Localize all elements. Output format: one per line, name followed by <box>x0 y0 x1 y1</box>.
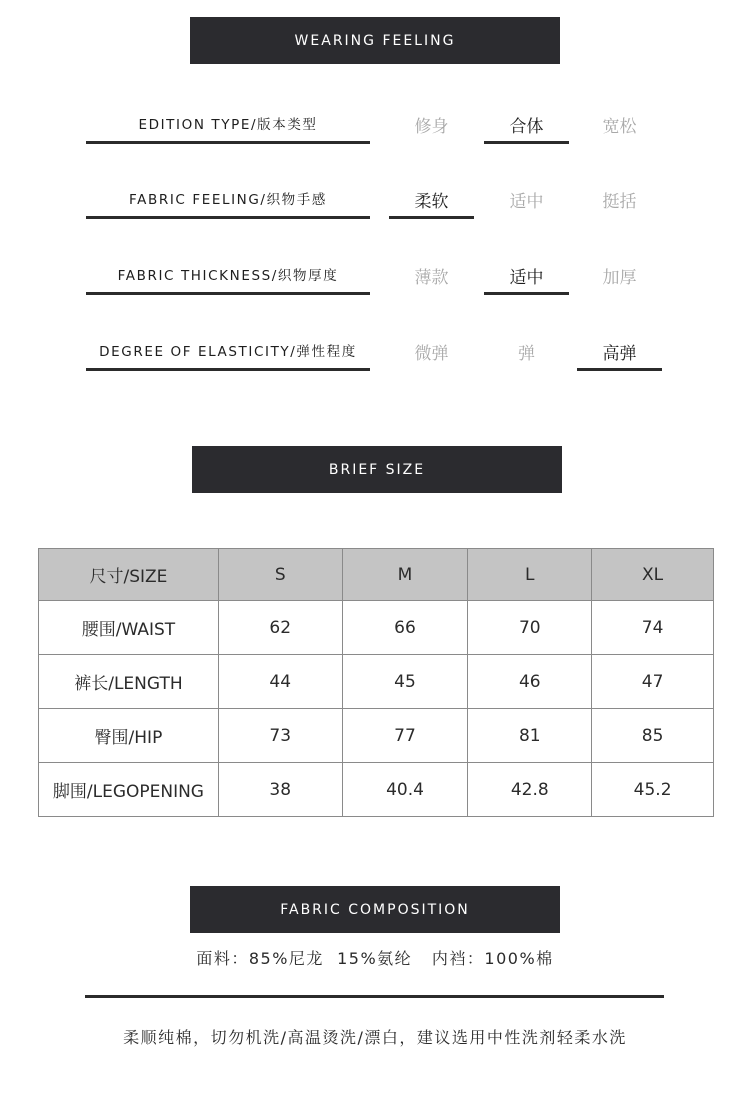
header-cell: XL <box>592 549 714 601</box>
brief-size-banner <box>192 446 562 493</box>
table-row <box>39 601 714 655</box>
option-2: 弹 <box>518 344 535 364</box>
row-label: 腰围/WAIST <box>39 601 219 655</box>
option-1: 微弹 <box>414 344 449 364</box>
option-2: 适中 <box>509 268 544 288</box>
table-row <box>39 709 714 763</box>
feeling-row-label: DEGREE OF ELASTICITY/弹性程度 <box>99 344 357 360</box>
feeling-row-elasticity <box>86 332 676 382</box>
feeling-label-underline <box>86 292 370 295</box>
table-cell: 62 <box>218 601 342 655</box>
feeling-label-underline <box>86 141 370 144</box>
option-1: 薄款 <box>414 268 449 288</box>
fabric-composition-title: FABRIC COMPOSITION <box>280 901 470 918</box>
table-cell: 73 <box>218 709 342 763</box>
table-cell: 44 <box>218 655 342 709</box>
row-label: 臀围/HIP <box>39 709 219 763</box>
table-cell: 42.8 <box>468 763 592 817</box>
option-1: 柔软 <box>414 192 449 212</box>
section-divider <box>85 995 664 998</box>
feeling-row-fabric-feeling <box>86 180 676 230</box>
table-cell: 70 <box>468 601 592 655</box>
table-cell: 45.2 <box>592 763 714 817</box>
wearing-feeling-banner <box>190 17 560 64</box>
option-2: 适中 <box>509 192 544 212</box>
care-instructions: 柔顺纯棉，切勿机洗/高温烫洗/漂白，建议选用中性洗剂轻柔水洗 <box>123 1028 627 1047</box>
option-2: 合体 <box>509 117 544 137</box>
table-cell: 40.4 <box>342 763 468 817</box>
table-row <box>39 763 714 817</box>
selected-option-underline <box>389 216 474 219</box>
option-1: 修身 <box>414 117 449 137</box>
wearing-feeling-title: WEARING FEELING <box>294 32 456 49</box>
selected-option-underline <box>577 368 662 371</box>
table-cell: 38 <box>218 763 342 817</box>
feeling-row-label: FABRIC FEELING/织物手感 <box>129 192 327 208</box>
option-3: 宽松 <box>602 117 637 137</box>
table-row <box>39 655 714 709</box>
table-cell: 46 <box>468 655 592 709</box>
table-cell: 45 <box>342 655 468 709</box>
table-cell: 81 <box>468 709 592 763</box>
feeling-row-edition-type <box>86 105 676 155</box>
option-3: 加厚 <box>602 268 637 288</box>
feeling-row-label: FABRIC THICKNESS/织物厚度 <box>117 268 339 284</box>
row-label: 脚围/LEGOPENING <box>39 763 219 817</box>
brief-size-title: BRIEF SIZE <box>328 461 426 478</box>
header-cell: 尺寸/SIZE <box>39 549 219 601</box>
table-cell: 77 <box>342 709 468 763</box>
table-cell: 85 <box>592 709 714 763</box>
fabric-composition-banner <box>190 886 560 933</box>
composition-text: 面料：85%尼龙 15%氨纶 内裆：100%棉 <box>196 949 554 968</box>
selected-option-underline <box>484 292 569 295</box>
feeling-row-label: EDITION TYPE/版本类型 <box>138 117 318 133</box>
table-cell: 74 <box>592 601 714 655</box>
size-table <box>38 548 714 817</box>
table-cell: 66 <box>342 601 468 655</box>
selected-option-underline <box>484 141 569 144</box>
row-label: 裤长/LENGTH <box>39 655 219 709</box>
header-cell: S <box>218 549 342 601</box>
size-table-header <box>39 549 714 601</box>
table-cell: 47 <box>592 655 714 709</box>
option-3: 高弹 <box>602 344 637 364</box>
feeling-label-underline <box>86 368 370 371</box>
feeling-label-underline <box>86 216 370 219</box>
header-cell: M <box>342 549 468 601</box>
option-3: 挺括 <box>602 192 637 212</box>
header-cell: L <box>468 549 592 601</box>
feeling-row-fabric-thickness <box>86 256 676 306</box>
